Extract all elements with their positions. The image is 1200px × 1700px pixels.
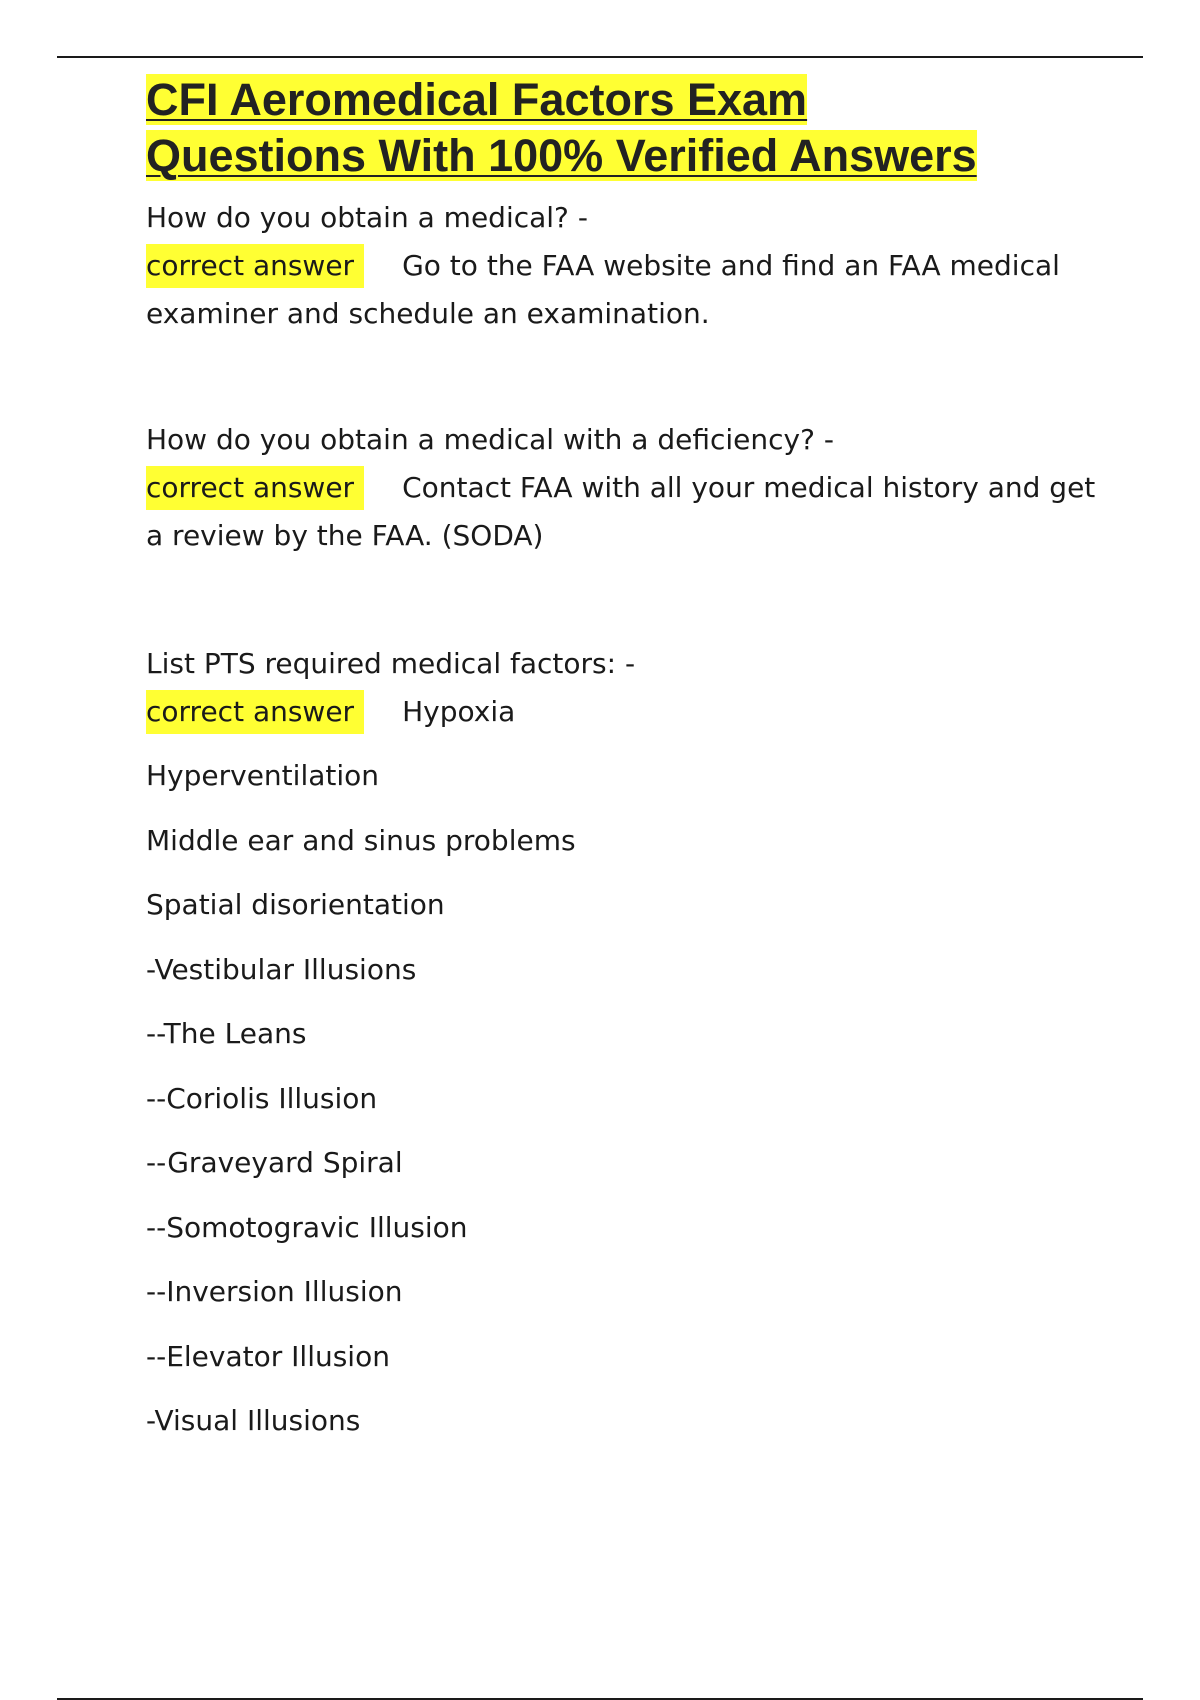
list-item: Hyperventilation (146, 759, 380, 792)
correct-answer-label: correct answer (146, 244, 364, 288)
qa-block-2 (146, 416, 1106, 560)
title-line-2: Questions With 100% Verified Answers (146, 130, 977, 181)
list-item: -Visual Illusions (146, 1404, 361, 1437)
list-item: --Somotogravic Illusion (146, 1210, 468, 1244)
qa-block-3 (146, 640, 1106, 736)
list-item: --Graveyard Spiral (146, 1146, 403, 1179)
list-item: --Inversion Illusion (146, 1275, 403, 1308)
list-item: Spatial disorientation (146, 888, 445, 921)
answer-text: Hypoxia (402, 695, 516, 728)
answer-text: Contact FAA with all your medical history and get a review by the FAA. (SODA) (146, 471, 1096, 552)
title-line-1: CFI Aeromedical Factors Exam (146, 74, 808, 125)
question-text: List PTS required medical factors: - (146, 647, 636, 680)
question-text: How do you obtain a medical? - (146, 201, 588, 234)
answer-paragraph (146, 688, 1106, 736)
answer-text: Go to the FAA website and find an FAA medical examiner and schedule an examination. (146, 249, 1060, 330)
list-item: -Vestibular Illusions (146, 952, 417, 986)
qa-block-1 (146, 194, 1106, 338)
question-text: How do you obtain a medical with a deficiency? - (146, 423, 834, 456)
list-item: --The Leans (146, 1017, 307, 1050)
top-rule (57, 56, 1143, 58)
answer-paragraph (146, 242, 1106, 338)
list-item: Middle ear and sinus problems (146, 823, 576, 857)
correct-answer-label: correct answer (146, 466, 364, 510)
list-item: --Elevator Illusion (146, 1339, 390, 1373)
list-item: --Coriolis Illusion (146, 1081, 378, 1115)
document-body (146, 72, 1106, 1454)
document-title (146, 72, 1106, 184)
correct-answer-label: correct answer (146, 690, 364, 734)
answer-paragraph (146, 464, 1106, 560)
medical-factors-list (146, 744, 1106, 1454)
